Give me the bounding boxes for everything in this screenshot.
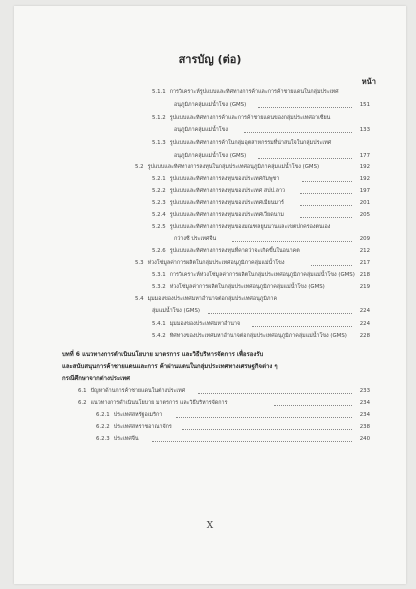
toc-entry-number: 5.4.1 bbox=[152, 321, 166, 327]
toc-list bbox=[14, 6, 406, 584]
toc-entry-number: 5.1.3 bbox=[152, 140, 166, 146]
toc-entry-number: 5.2.3 bbox=[152, 200, 166, 206]
toc-entry-text: ประเทศจีน bbox=[113, 436, 139, 442]
toc-entry-number: 5.2.5 bbox=[152, 224, 166, 230]
chapter-6-heading-line-1: บทที่ 6 แนวทางการดำเนินนโยบาย มาตรการ และวิธีบริหารจัดการ เพื่อรองรับ bbox=[62, 351, 264, 358]
toc-entry-text: รูปแบบและทิศทางการค้าและการค้าชายแดนของกลุ่มประเทศอาเซียน bbox=[169, 115, 331, 121]
toc-entry-text: ห่วงโซ่มูลค่าการผลิตในกลุ่มประเทศอนุภูมิภาคลุ่มแม่น้ำโขง bbox=[147, 260, 285, 266]
toc-entry-number: 6.2.1 bbox=[96, 412, 110, 418]
toc-entry-text: รูปแบบและทิศทางการลงทุนที่คาดว่าจะเกิดขึ้นในอนาคต bbox=[169, 248, 300, 254]
toc-entry-text: ห่วงโซ่มูลค่าการผลิตในกลุ่มประเทศอนุภูมิภาคลุ่มแม่น้ำโขง (GMS) bbox=[169, 284, 325, 290]
page-column-header: หน้า bbox=[361, 77, 376, 86]
toc-entry-number: 5.2.2 bbox=[152, 188, 166, 194]
toc-entry-6-2-3 bbox=[96, 436, 370, 443]
toc-entry-number: 6.2 bbox=[78, 400, 87, 406]
toc-entry-5-1-2-cont bbox=[174, 127, 370, 134]
toc-entry-page: 224 bbox=[359, 321, 370, 327]
chapter-6-heading-line-3: กรณีศึกษาจากต่างประเทศ bbox=[62, 375, 130, 382]
toc-entry-number: 5.2.6 bbox=[152, 248, 166, 254]
toc-entry-5-4-2 bbox=[152, 333, 370, 340]
toc-entry-5-3 bbox=[135, 260, 370, 267]
toc-entry-5-2-1 bbox=[152, 176, 370, 183]
toc-entry-text: รูปแบบและทิศทางการค้าในกลุ่มอุตสาหกรรมที่น่าสนใจในกลุ่มประเทศ bbox=[169, 140, 332, 146]
toc-entry-5-1-2 bbox=[152, 115, 370, 122]
toc-entry-page: 224 bbox=[359, 308, 370, 314]
toc-entry-number: 5.3 bbox=[135, 260, 144, 266]
toc-entry-page: 133 bbox=[359, 127, 370, 133]
toc-entry-text: มุมมองของประเทศมหาอำนาจ bbox=[169, 321, 241, 327]
toc-entry-5-2-2 bbox=[152, 188, 370, 195]
toc-entry-number: 5.4.2 bbox=[152, 333, 166, 339]
toc-entry-5-4-cont bbox=[152, 308, 370, 315]
toc-entry-5-2-5-cont bbox=[174, 236, 370, 243]
toc-entry-continuation: อนุภูมิภาคลุ่มแม่น้ำโขง (GMS) bbox=[174, 102, 247, 108]
toc-entry-number: 5.1.2 bbox=[152, 115, 166, 121]
toc-entry-5-1-3 bbox=[152, 140, 370, 147]
toc-entry-text: รูปแบบและทิศทางการลงทุนของประเทศเวียดนาม bbox=[169, 212, 284, 218]
page-number-roman: X bbox=[206, 521, 214, 531]
toc-entry-text: การวิเคราะห์ห่วงโซ่มูลค่าการผลิตในกลุ่มประเทศอนุภูมิภาคลุ่มแม่น้ำโขง (GMS) bbox=[169, 272, 355, 278]
toc-entry-number: 5.4 bbox=[135, 296, 144, 302]
toc-entry-5-4 bbox=[135, 296, 370, 303]
toc-entry-number: 5.2 bbox=[135, 164, 144, 170]
chapter-6-heading-line-2: และสนับสนุนการค้าชายแดนและการ ค้าผ่านแดนในกลุ่มประเทศทางเศรษฐกิจต่าง ๆ bbox=[62, 363, 278, 370]
toc-entry-text: ประเทศสหราชอาณาจักร bbox=[113, 424, 172, 430]
toc-entry-number: 6.1 bbox=[78, 388, 87, 394]
toc-entry-number: 6.2.3 bbox=[96, 436, 110, 442]
toc-entry-page: 192 bbox=[359, 176, 370, 182]
toc-entry-5-1-1 bbox=[152, 89, 370, 96]
toc-entry-continuation: ลุ่มแม่น้ำโขง (GMS) bbox=[152, 308, 200, 314]
toc-entry-page: 228 bbox=[359, 333, 370, 339]
toc-entry-text: รูปแบบและทิศทางการลงทุนของประเทศ สปป.ลาว bbox=[169, 188, 286, 194]
toc-entry-page: 219 bbox=[359, 284, 370, 290]
toc-entry-number: 5.3.1 bbox=[152, 272, 166, 278]
toc-entry-6-2-2 bbox=[96, 424, 370, 431]
toc-entry-page: 205 bbox=[359, 212, 370, 218]
toc-entry-5-4-1 bbox=[152, 321, 370, 328]
toc-entry-page: 233 bbox=[359, 388, 370, 394]
toc-entry-page: 212 bbox=[359, 248, 370, 254]
page-title: สารบัญ (ต่อ) bbox=[178, 53, 242, 66]
toc-entry-6-2 bbox=[78, 400, 370, 407]
toc-entry-page: 201 bbox=[359, 200, 370, 206]
toc-entry-text: แนวทางการดำเนินนโยบาย มาตรการ และวิธีบริหารจัดการ bbox=[90, 400, 228, 406]
toc-entry-page: 209 bbox=[359, 236, 370, 242]
toc-entry-page: 151 bbox=[359, 102, 370, 108]
toc-entry-6-2-1 bbox=[96, 412, 370, 419]
toc-entry-continuation: กว่างซี ประเทศจีน bbox=[174, 236, 217, 242]
toc-entry-continuation: อนุภูมิภาคลุ่มแม่น้ำโขง (GMS) bbox=[174, 153, 247, 159]
toc-entry-page: 238 bbox=[359, 424, 370, 430]
toc-entry-text: ทิศทางของประเทศมหาอำนาจต่อกลุ่มประเทศอนุภูมิภาคลุ่มแม่น้ำโขง (GMS) bbox=[169, 333, 347, 339]
toc-entry-number: 5.2.4 bbox=[152, 212, 166, 218]
toc-entry-page: 234 bbox=[359, 400, 370, 406]
toc-entry-5-2-3 bbox=[152, 200, 370, 207]
toc-entry-5-2-6 bbox=[152, 248, 370, 255]
toc-entry-text: ปัญหาด้านการค้าชายแดนในต่างประเทศ bbox=[90, 388, 186, 394]
toc-entry-page: 177 bbox=[359, 153, 370, 159]
toc-entry-page: 192 bbox=[359, 164, 370, 170]
toc-entry-5-1-1-cont bbox=[174, 102, 370, 109]
toc-entry-text: การวิเคราะห์รูปแบบและทิศทางการค้าและการค้าชายแดนในกลุ่มประเทศ bbox=[169, 89, 339, 95]
toc-entry-page: 197 bbox=[359, 188, 370, 194]
toc-entry-number: 5.1.1 bbox=[152, 89, 166, 95]
toc-entry-page: 218 bbox=[359, 272, 370, 278]
toc-entry-text: รูปแบบและทิศทางการลงทุนของประเทศเมียนมาร์ bbox=[169, 200, 284, 206]
toc-entry-text: รูปแบบและทิศทางการลงทุนในกลุ่มประเทศอนุภูมิภาคลุ่มแม่น้ำโขง (GMS) bbox=[147, 164, 320, 170]
toc-entry-5-2-5 bbox=[152, 224, 370, 231]
toc-entry-page: 240 bbox=[359, 436, 370, 442]
toc-entry-text: รูปแบบและทิศทางการลงทุนของมณฑลยูนนานและเขตปกครองตนเอง bbox=[169, 224, 331, 230]
toc-entry-text: รูปแบบและทิศทางการลงทุนของประเทศกัมพูชา bbox=[169, 176, 280, 182]
toc-entry-number: 6.2.2 bbox=[96, 424, 110, 430]
toc-entry-text: ประเทศสหรัฐอเมริกา bbox=[113, 412, 163, 418]
toc-entry-5-1-3-cont bbox=[174, 153, 370, 160]
toc-entry-5-2 bbox=[135, 164, 370, 171]
document-page bbox=[14, 6, 406, 584]
toc-entry-continuation: อนุภูมิภาคลุ่มแม่น้ำโขง bbox=[174, 127, 229, 133]
toc-entry-number: 5.3.2 bbox=[152, 284, 166, 290]
toc-entry-5-3-2 bbox=[152, 284, 370, 291]
toc-entry-number: 5.2.1 bbox=[152, 176, 166, 182]
toc-entry-text: มุมมองของประเทศมหาอำนาจต่อกลุ่มประเทศอนุภูมิภาค bbox=[147, 296, 278, 302]
toc-entry-page: 217 bbox=[359, 260, 370, 266]
toc-entry-page: 234 bbox=[359, 412, 370, 418]
toc-entry-5-3-1 bbox=[152, 272, 370, 279]
toc-entry-5-2-4 bbox=[152, 212, 370, 219]
toc-entry-6-1 bbox=[78, 388, 370, 395]
